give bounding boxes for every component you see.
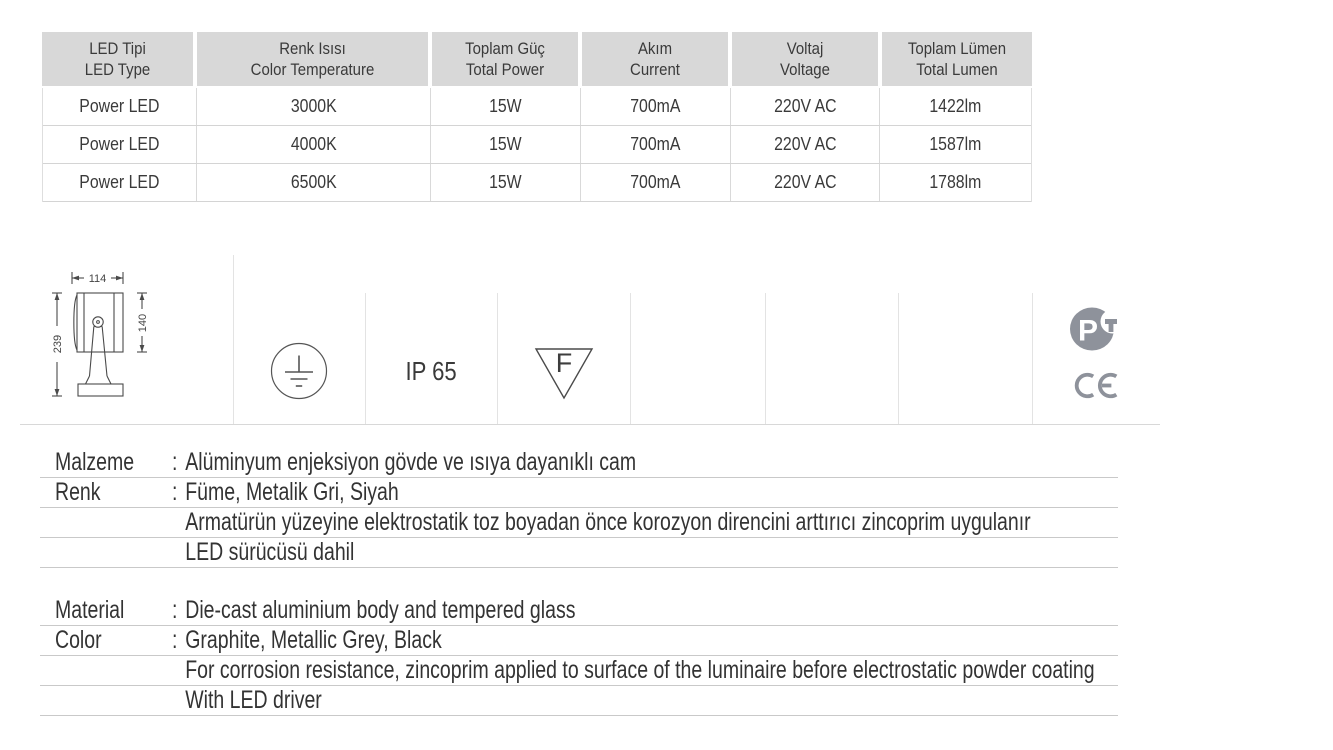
table-cell-voltage: 220V AC <box>730 88 880 125</box>
header-label-tr: Toplam Güç <box>465 39 545 58</box>
spec-line <box>40 448 1118 478</box>
spec-line <box>40 656 1118 686</box>
table-row <box>43 126 1031 164</box>
table-cell-current: 700mA <box>580 164 730 201</box>
spec-line-text: Die-cast aluminium body and tempered glass <box>185 596 576 624</box>
spec-line <box>40 596 1118 626</box>
pct-certification-icon <box>1070 307 1118 351</box>
ce-mark-icon <box>1070 371 1118 400</box>
dimension-body-height-label: 140 <box>137 313 149 333</box>
header-label-tr: LED Tipi <box>89 39 146 58</box>
table-cell-power: 15W <box>430 88 580 125</box>
strip-divider <box>1032 293 1033 425</box>
f-class-letter: F <box>555 348 573 378</box>
dimension-drawing <box>45 256 230 406</box>
header-label-en: Voltage <box>780 60 830 79</box>
spec-line-separator: : <box>172 448 178 476</box>
table-cell-lumen: 1587lm <box>879 126 1031 163</box>
spec-line-label: Color <box>55 626 102 654</box>
spec-line-label: Malzeme <box>55 448 135 476</box>
table-cell-power: 15W <box>430 164 580 201</box>
spec-table <box>42 32 1032 202</box>
spec-line <box>40 626 1118 656</box>
ip-rating-label: IP 65 <box>405 355 457 386</box>
table-cell-current: 700mA <box>580 126 730 163</box>
dimension-width-label: 114 <box>88 273 107 285</box>
strip-divider <box>630 293 631 425</box>
table-cell-voltage: 220V AC <box>730 164 880 201</box>
dimension-arrowheads <box>55 276 145 396</box>
header-label-en: Current <box>630 60 680 79</box>
dimension-total-height-label: 239 <box>52 334 64 354</box>
earth-symbol-icon <box>270 342 328 400</box>
table-cell-lumen: 1422lm <box>879 88 1031 125</box>
header-label-en: Total Lumen <box>916 60 998 79</box>
spec-line-separator: : <box>172 626 178 654</box>
spec-table-header <box>42 32 1032 86</box>
table-cell-color-temp: 3000K <box>196 88 431 125</box>
spec-line <box>40 538 1118 568</box>
spec-line-label: Material <box>55 596 125 624</box>
spec-line-text: Armatürün yüzeyine elektrostatik toz boyadan önce korozyon direncini arttırıcı zincoprim uygulanır <box>185 508 1031 536</box>
spec-line-text: For corrosion resistance, zincoprim applied to surface of the luminaire before electrostatic powder coating <box>185 656 1095 684</box>
spec-line-separator: : <box>172 596 178 624</box>
spec-line-text: LED sürücüsü dahil <box>185 538 355 566</box>
table-cell-power: 15W <box>430 126 580 163</box>
ip-rating <box>365 355 497 387</box>
svg-text:P: P <box>1078 314 1099 348</box>
table-cell-led-type: Power LED <box>79 96 160 116</box>
table-header-cell <box>197 32 428 86</box>
header-label-tr: Voltaj <box>786 39 824 58</box>
spec-line-separator: : <box>172 478 178 506</box>
spec-line-label: Renk <box>55 478 101 506</box>
pivot-joint <box>93 317 103 327</box>
table-cell-current: 700mA <box>580 88 730 125</box>
spec-line-text: With LED driver <box>185 686 322 714</box>
header-label-tr: Toplam Lümen <box>907 39 1007 58</box>
spec-line <box>40 478 1118 508</box>
header-label-tr: Akım <box>637 39 673 58</box>
header-label-tr: Renk Isısı <box>279 39 346 58</box>
strip-divider <box>233 255 234 425</box>
spec-line-text: Füme, Metalik Gri, Siyah <box>185 478 399 506</box>
table-row <box>43 88 1031 126</box>
spec-table-body <box>42 88 1032 202</box>
table-cell-led-type: Power LED <box>79 134 160 154</box>
table-header-cell <box>732 32 878 86</box>
header-label-en: Color Temperature <box>250 60 375 79</box>
table-cell-lumen: 1788lm <box>879 164 1031 201</box>
spec-line <box>40 686 1118 716</box>
materials-en-block <box>40 596 1118 716</box>
table-header-cell <box>882 32 1032 86</box>
table-header-cell <box>432 32 578 86</box>
spec-line-text: Alüminyum enjeksiyon gövde ve ısıya dayanıklı cam <box>185 448 637 476</box>
header-label-en: Total Power <box>465 60 545 79</box>
spec-line <box>40 508 1118 538</box>
strip-bottom-rule <box>20 424 1160 425</box>
strip-divider <box>765 293 766 425</box>
table-cell-color-temp: 4000K <box>196 126 431 163</box>
header-label-en: LED Type <box>84 60 151 79</box>
f-class-icon <box>533 342 595 404</box>
table-row <box>43 164 1031 202</box>
strip-divider <box>898 293 899 425</box>
table-cell-color-temp: 6500K <box>196 164 431 201</box>
table-header-cell <box>582 32 728 86</box>
table-cell-led-type: Power LED <box>79 172 160 192</box>
materials-tr-block <box>40 448 1118 568</box>
spec-line-text: Graphite, Metallic Grey, Black <box>185 626 442 654</box>
strip-divider <box>497 293 498 425</box>
table-header-cell <box>42 32 193 86</box>
table-cell-voltage: 220V AC <box>730 126 880 163</box>
